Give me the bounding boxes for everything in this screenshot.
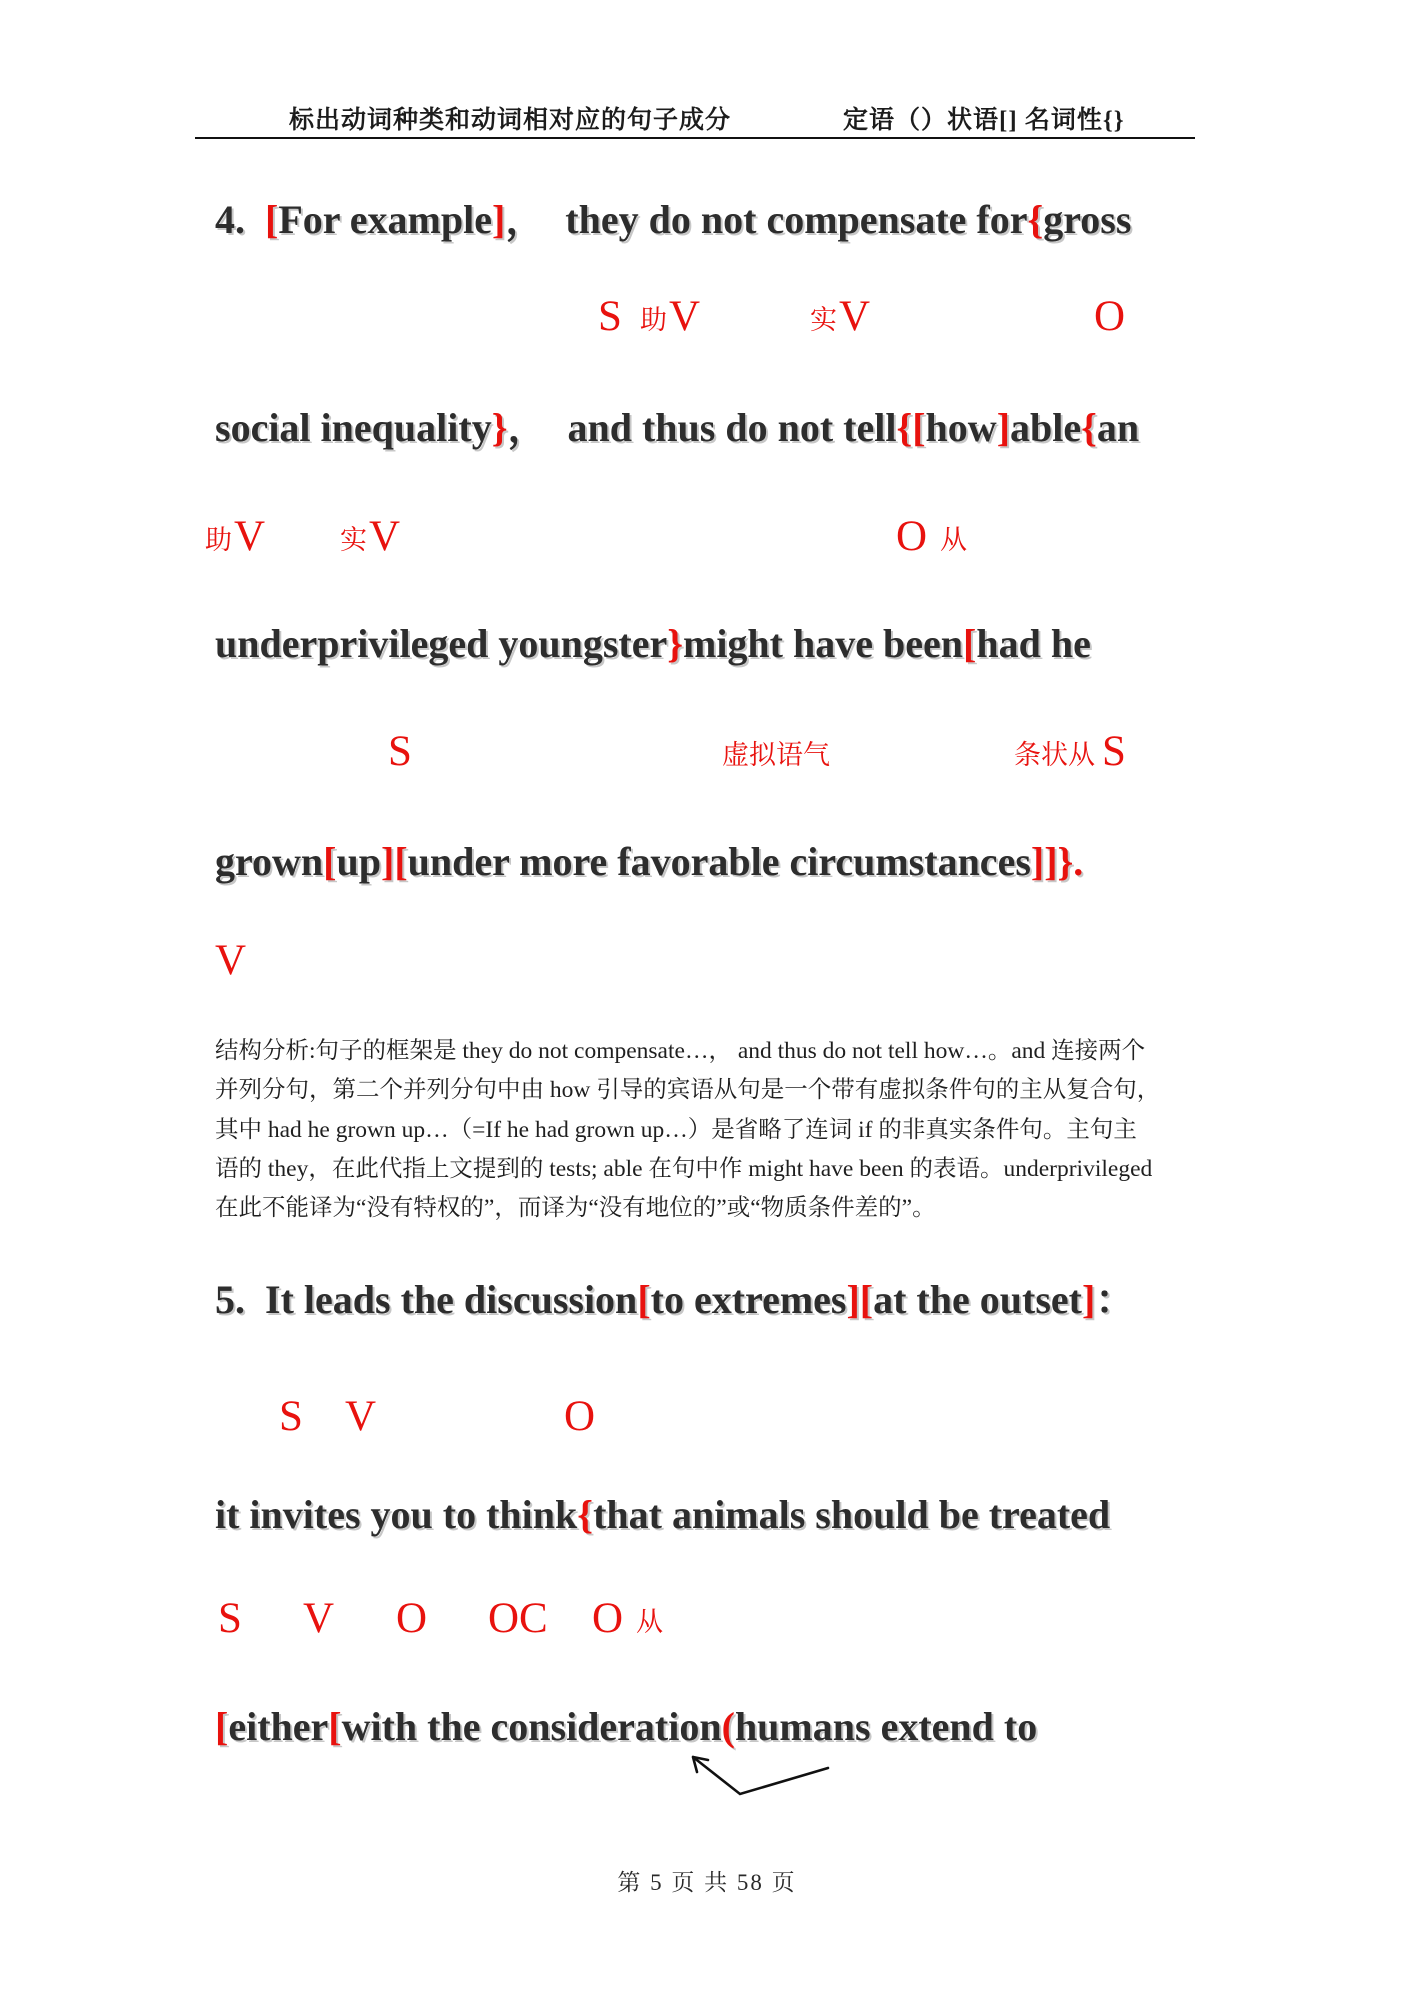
text-segment: it invites you to think [215,1492,578,1537]
annotation-row-5-1 [0,1382,1414,1440]
text-segment: 4. [215,197,265,242]
text-segment: up [336,839,381,884]
text-segment: For example [278,197,492,242]
analysis-line-3: 其中 had he grown up…（=If he had grown up…）是省略了连词 if 的非真实条件句。主句主 [215,1116,1137,1143]
text-segment: an [1096,405,1140,450]
red-bracket: [ [328,1704,342,1749]
annotation-token [592,1584,624,1642]
sentence-5-line-1 [215,1274,1135,1326]
sentence-4-line-2 [215,402,1139,454]
text-segment: under more favorable circumstances [407,839,1031,884]
text-segment: 5. It leads the discussion [215,1277,638,1322]
annotation-letter: O [1094,292,1126,340]
annotation-row-4-1 [0,282,1414,340]
annotation-token [215,926,247,984]
red-bracket: { [1027,197,1044,242]
annotation-letter: O [564,1392,596,1440]
analysis-line-1: 结构分析:句子的框架是 they do not compensate…， and thus do not tell how…。and 连接两个 [215,1038,1146,1064]
sentence-5-line-3 [215,1701,1037,1753]
sentence-4-line-1 [215,194,1131,246]
annotation-token [279,1382,303,1440]
sentence-5-line-2 [215,1489,1110,1541]
header-rule [195,137,1195,139]
text-segment: ， they do not compensate for [505,197,1028,242]
red-bracket: ] [1081,1277,1096,1322]
annotation-row-4-3 [0,717,1414,775]
structure-analysis-paragraph [215,1032,1210,1228]
text-segment: had he [976,621,1091,666]
annotation-token [340,502,401,560]
red-bracket: ][ [381,839,408,884]
annotation-letter: O [896,512,928,560]
red-bracket: ]]}. [1030,839,1084,884]
text-segment: ， and thus do not tell [507,405,897,450]
red-bracket: ] [491,197,506,242]
red-bracket: } [667,621,683,666]
red-bracket: [ [323,839,337,884]
text-segment: that animals should be treated [593,1492,1111,1537]
text-segment: gross [1043,197,1132,242]
annotation-token [1014,717,1097,769]
red-bracket: [ [265,197,279,242]
annotation-row-5-2 [0,1584,1414,1642]
text-segment: social inequality [215,405,492,450]
annotation-letter: S [218,1594,242,1642]
annotation-token [303,1584,335,1642]
annotation-letter: V [215,936,247,984]
annotation-token [940,502,969,554]
annotation-cn: 从 [636,1607,663,1637]
text-segment: able [1010,405,1082,450]
annotation-token [722,717,832,769]
annotation-letter: V [345,1392,377,1440]
annotation-letter: V [303,1594,335,1642]
annotation-token [1102,717,1126,775]
text-segment: humans extend to [734,1704,1038,1749]
text-segment: either [228,1704,329,1749]
annotation-letter: S [388,727,412,775]
annotation-letter: V [669,292,701,340]
red-bracket: [ [215,1704,229,1749]
annotation-token [564,1382,596,1440]
annotation-cn: 实 [810,305,837,335]
text-segment: ： [1095,1277,1136,1322]
header-right-legend: 定语（）状语[] 名词性{} [843,107,1125,134]
annotation-letter: OC [488,1594,548,1642]
annotation-token [1094,282,1126,340]
red-bracket: } [491,405,508,450]
annotation-cn: 从 [940,525,967,555]
page-number-footer: 第 5 页 共 58 页 [617,1870,797,1895]
text-segment: to extremes [650,1277,847,1322]
annotation-letter: V [234,512,266,560]
sentence-4-line-3 [215,618,1091,670]
hand-drawn-arrow-up-left-icon [640,1742,850,1822]
annotation-token [488,1584,548,1642]
annotation-token [388,717,412,775]
annotation-token [636,1584,665,1636]
annotation-row-4-4 [0,926,1414,984]
annotation-cn: 虚拟语气 [722,740,830,770]
annotation-letter: S [598,292,622,340]
red-bracket: { [1081,405,1097,450]
annotation-token [396,1584,428,1642]
red-bracket: ][ [846,1277,874,1322]
annotation-letter: O [592,1594,624,1642]
red-bracket: { [577,1492,594,1537]
annotation-letter: V [839,292,871,340]
sentence-4-line-4 [215,836,1083,888]
annotation-token [598,282,622,340]
text-segment: underprivileged youngster [215,621,668,666]
annotation-token [896,502,928,560]
text-segment: might have been [683,621,963,666]
analysis-line-4: 语的 they，在此代指上文提到的 tests; able 在句中作 might have been 的表语。underprivileged [215,1155,1153,1182]
text-segment: grown [215,839,324,884]
annotation-token [345,1382,377,1440]
red-bracket: ] [996,405,1011,450]
annotation-cn: 实 [340,525,367,555]
annotation-row-4-2 [0,502,1414,560]
annotation-cn: 助 [640,305,667,335]
text-segment: at the outset [873,1277,1082,1322]
red-bracket: [ [963,621,977,666]
header-left-title: 标出动词种类和动词相对应的句子成分 [289,107,732,134]
annotation-cn: 条状从 [1014,740,1095,770]
annotation-cn: 助 [205,525,232,555]
red-bracket: ( [721,1704,735,1749]
red-bracket: [ [637,1277,651,1322]
annotation-letter: O [396,1594,428,1642]
analysis-line-5: 在此不能译为“没有特权的”，而译为“没有地位的”或“物质条件差的”。 [215,1195,936,1222]
annotation-token [218,1584,242,1642]
annotation-letter: S [1102,727,1126,775]
annotation-letter: S [279,1392,303,1440]
text-segment: how [925,405,997,450]
annotation-token [640,282,701,340]
text-segment: with the consideration [341,1704,722,1749]
red-bracket: {[ [896,405,926,450]
annotation-token [205,502,266,560]
annotation-letter: V [369,512,401,560]
analysis-line-2: 并列分句，第二个并列分句中由 how 引导的宾语从句是一个带有虚拟条件句的主从复合句， [215,1077,1161,1104]
annotation-token [810,282,871,340]
